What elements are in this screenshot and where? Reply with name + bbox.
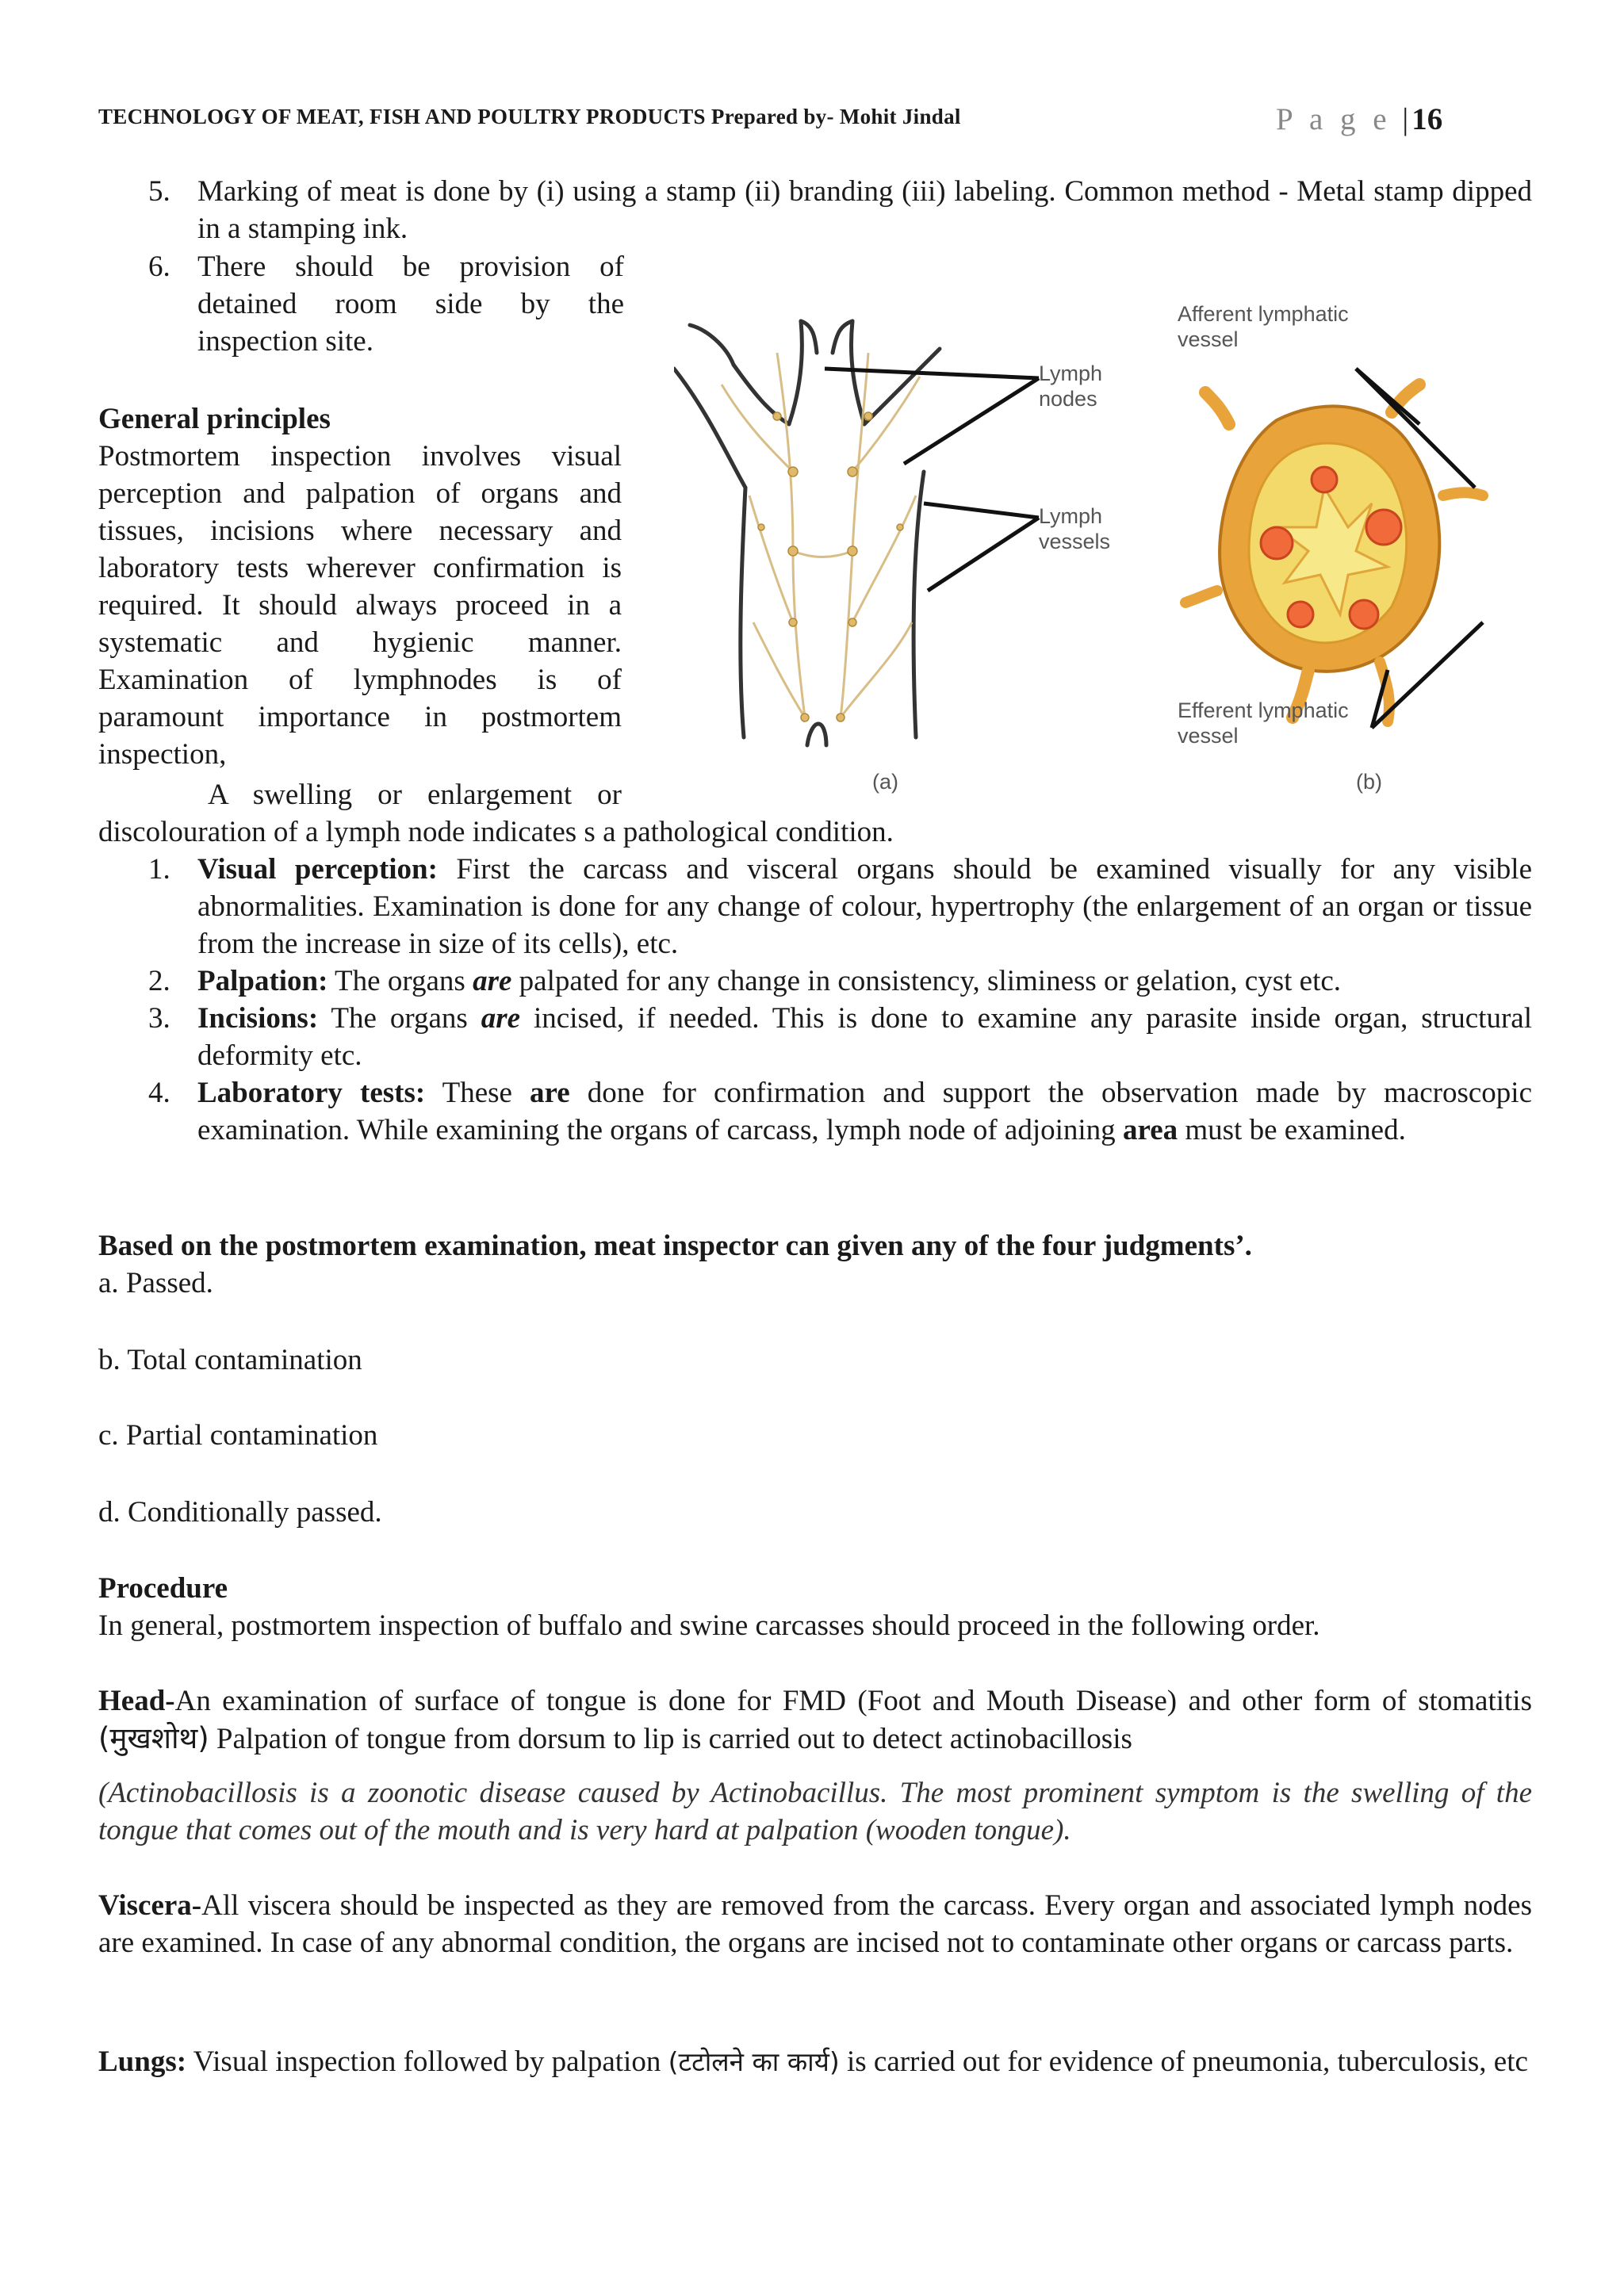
- judgment-item-b: b. Total contamination: [98, 1344, 362, 1376]
- viscera-label: Viscera-: [98, 1889, 202, 1922]
- principle-emphasis: are: [530, 1077, 570, 1109]
- lungs-text-1: Visual inspection followed by palpation: [186, 2045, 668, 2078]
- principle-body: First the carcass and visceral organs should be examined visually for any visible abnormalities. Examination is done for any change of colour, hypertrophy (the enlargement of an organ or tissue from the increase in size of its cells), etc.: [197, 853, 1532, 960]
- list-number: 6.: [148, 251, 170, 283]
- head-italic-note: (Actinobacillosis is a zoonotic disease caused by Actinobacillus. The most prominent symptom is the swelling of the tongue that comes out of the mouth and is very hard at palpation (wooden tongue).: [98, 1777, 1532, 1846]
- principle-text: [197, 851, 1532, 962]
- head-paragraph: [98, 1682, 1532, 1758]
- page-separator: |: [1402, 102, 1409, 136]
- list-number: 4.: [148, 1077, 170, 1109]
- principle-tail: must be examined.: [1178, 1114, 1406, 1146]
- lungs-hindi: (टटोलने का कार्य): [668, 2046, 840, 2077]
- label-efferent-vessel: Efferent lymphatic vessel: [1178, 698, 1349, 748]
- procedure-heading: Procedure: [98, 1572, 228, 1605]
- lymph-figure-drawing: [674, 289, 1566, 805]
- section-heading-general: General principles: [98, 403, 331, 435]
- label-lymph-nodes: Lymph nodes: [1039, 362, 1103, 411]
- list-text: Marking of meat is done by (i) using a stamp (ii) branding (iii) labeling. Common method - Metal stamp dipped in a stamping ink.: [197, 175, 1532, 245]
- judgment-item-c: c. Partial contamination: [98, 1419, 378, 1452]
- list-number: 5.: [148, 175, 170, 208]
- head-text-1: An examination of surface of tongue is done for FMD (Foot and Mouth Disease) and other form of stomatitis: [174, 1685, 1532, 1717]
- label-lymph-vessels: Lymph vessels: [1039, 504, 1111, 553]
- judgments-heading: Based on the postmortem examination, meat inspector can given any of the four judgments’.: [98, 1230, 1252, 1262]
- lymph-figure: [674, 289, 1566, 805]
- page-label: P a g e: [1276, 102, 1392, 136]
- principle-emphasis-2: area: [1122, 1114, 1178, 1146]
- principle-text: [197, 962, 1532, 1000]
- lymph-network: [722, 353, 920, 718]
- viscera-paragraph: [98, 1887, 1532, 1961]
- head-hindi: (मुखशोथ): [98, 1721, 209, 1755]
- list-number: 1.: [148, 853, 170, 886]
- label-afferent-vessel: Afferent lymphatic vessel: [1178, 302, 1349, 351]
- principle-pre: The organs: [318, 1002, 481, 1035]
- head-label: Head-: [98, 1685, 175, 1717]
- principle-title: Visual perception:: [197, 853, 438, 886]
- general-paragraph: Postmortem inspection involves visual perception and palpation of organs and tissues, incisions where necessary and laboratory tests wherever confirmation is required. It should always proceed in a systematic and hygienic manner. Examination of lymphnodes is of paramount importance in postmortem inspection,: [98, 440, 622, 771]
- principle-emphasis: are: [481, 1002, 521, 1035]
- head-text-2: Palpation of tongue from dorsum to lip is carried out to detect actinobacillosis: [209, 1723, 1132, 1755]
- principle-text: [197, 1000, 1532, 1074]
- caption-b: (b): [1356, 770, 1382, 794]
- general-indent-line: A swelling or enlargement or: [208, 779, 622, 811]
- principle-title: Incisions:: [197, 1002, 319, 1035]
- principle-title: Palpation:: [197, 965, 328, 997]
- principle-body: palpated for any change in consistency, sliminess or gelation, cyst etc.: [511, 965, 1342, 997]
- principle-pre: The organs: [327, 965, 473, 997]
- principle-emphasis: are: [473, 965, 512, 997]
- general-continuation: discolouration of a lymph node indicates s a pathological condition.: [98, 816, 894, 848]
- procedure-text: In general, postmortem inspection of buffalo and swine carcasses should proceed in the following order.: [98, 1609, 1320, 1642]
- judgment-item-a: a. Passed.: [98, 1267, 213, 1299]
- list-number: 3.: [148, 1002, 170, 1035]
- principle-text: [197, 1074, 1532, 1149]
- principle-body: done for confirmation and support the observation made by macroscopic examination. While examining the organs of carcass, lymph node of adjoining: [197, 1077, 1533, 1146]
- lungs-label: Lungs:: [98, 2045, 187, 2078]
- page-indicator: [1276, 101, 1442, 137]
- principle-title: Laboratory tests:: [197, 1077, 426, 1109]
- header-title: TECHNOLOGY OF MEAT, FISH AND POULTRY PRODUCTS Prepared by- Mohit Jindal: [98, 105, 961, 128]
- list-text: There should be provision of detained room side by the inspection site.: [197, 251, 624, 358]
- caption-a: (a): [872, 770, 898, 794]
- list-number: 2.: [148, 965, 170, 997]
- lungs-paragraph: [98, 2043, 1532, 2080]
- page-header: [98, 101, 1526, 136]
- principle-pre: These: [425, 1077, 530, 1109]
- viscera-text: All viscera should be inspected as they are removed from the carcass. Every organ and associated lymph nodes are examined. In case of any abnormal condition, the organs are incised not to contaminate other organs or carcass parts.: [98, 1889, 1532, 1959]
- judgment-item-d: d. Conditionally passed.: [98, 1496, 382, 1529]
- lymph-node-section: [1185, 385, 1483, 721]
- page-number: 16: [1411, 102, 1443, 136]
- principle-body: incised, if needed. This is done to examine any parasite inside organ, structural deformity etc.: [197, 1002, 1532, 1072]
- lungs-text-2: is carried out for evidence of pneumonia, tuberculosis, etc: [839, 2045, 1528, 2078]
